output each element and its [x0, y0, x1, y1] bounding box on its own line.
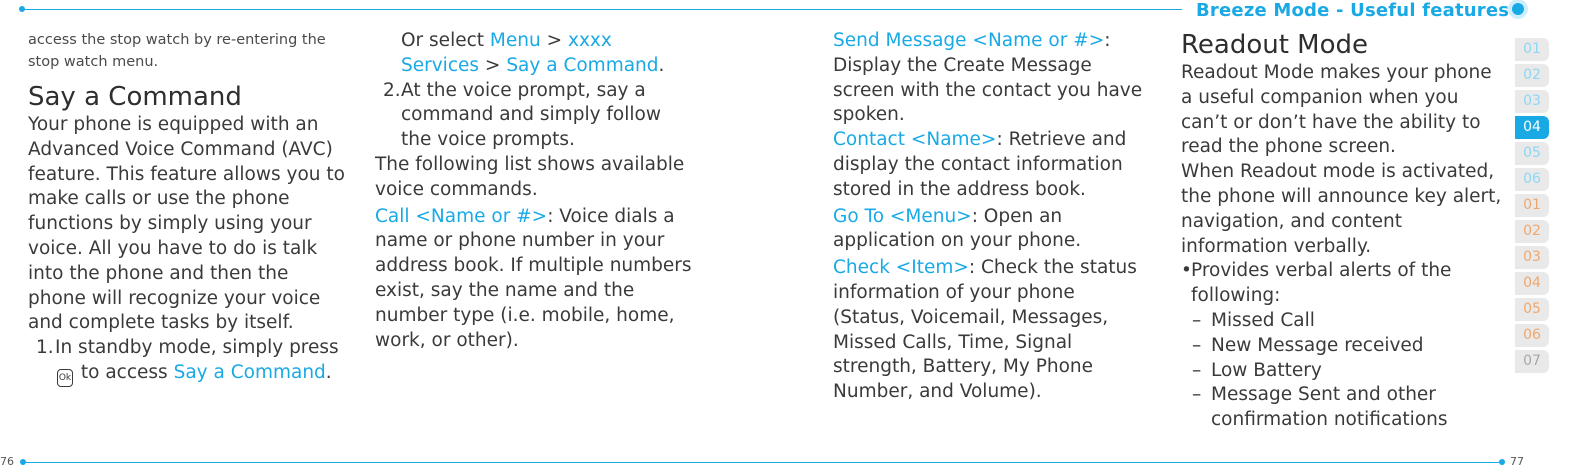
- menu-path-prefix: Or select: [401, 30, 485, 51]
- dash-mark: –: [1192, 334, 1202, 356]
- alerts-intro: Provides verbal alerts of the following:: [1191, 260, 1452, 307]
- menu-path-period: .: [658, 54, 665, 76]
- footer-rule: [22, 462, 1502, 463]
- alert-item: [1181, 334, 1503, 359]
- readout-activation: When Readout mode is activated, the phone will announce key alert, navigation, and content information verbally.: [1181, 161, 1502, 257]
- step-1-text: In standby mode, simply press: [55, 337, 339, 359]
- ok-key-icon: Ok: [57, 369, 73, 387]
- check-command: [833, 256, 1151, 405]
- alert-low-battery: Low Battery: [1211, 359, 1322, 381]
- column-4: [1181, 29, 1503, 433]
- goto-description: : Open an application on your phone.: [833, 205, 1082, 252]
- header-glow-dot: [1512, 3, 1524, 15]
- dash-mark: –: [1192, 384, 1202, 406]
- step-1-text-mid: to access: [80, 361, 168, 383]
- chapter-tab: 06: [1515, 168, 1549, 191]
- alerts-list: [1181, 259, 1503, 433]
- chapter-tab: 02: [1515, 220, 1549, 243]
- avc-description: Your phone is equipped with an Advanced Voice Command (AVC) feature. This feature allows you to make calls or use the phone functions by simply using your voice. All you have to do is talk into the phone and then the phone will recognize your voice and complete tasks by itself.: [28, 114, 345, 334]
- chapter-tab: 03: [1515, 90, 1549, 113]
- readout-description: Readout Mode makes your phone a useful companion when you can’t or don’t have the ability to read the phone screen.: [1181, 62, 1492, 158]
- chapter-tabs: [1515, 38, 1549, 376]
- header-rule: [22, 9, 1182, 10]
- steps-list-2: [375, 79, 693, 153]
- dash-mark: –: [1192, 359, 1202, 381]
- menu-path-separator-1: >: [546, 30, 563, 51]
- call-description: : Voice dials a name or phone number in your address book. If multiple numbers exist, say the name and the number type (i.e. mobile, home, work, or other).: [375, 205, 692, 351]
- call-term: Call <Name or #>: [375, 205, 548, 227]
- say-a-command-heading: Say a Command: [28, 82, 242, 112]
- alert-item: [1181, 359, 1503, 384]
- goto-command: [833, 205, 1151, 255]
- menu-term: Menu: [489, 30, 541, 51]
- step-1-number: 1.: [36, 337, 54, 359]
- chapter-tab: 01: [1515, 194, 1549, 217]
- send-message-command: [833, 29, 1151, 128]
- services-term: xxxx Services: [401, 30, 612, 76]
- chapter-tab: 06: [1515, 324, 1549, 347]
- contact-term: Contact <Name>: [833, 129, 997, 151]
- send-message-term: Send Message <Name or #>: [833, 30, 1105, 51]
- menu-path-separator-2: >: [484, 54, 501, 76]
- steps-list-1: [28, 336, 348, 387]
- column-3: [833, 29, 1151, 405]
- alert-item: [1181, 309, 1503, 334]
- send-message-description: : Display the Create Message screen with the contact you have spoken.: [833, 30, 1143, 126]
- alert-message-sent: Message Sent and other confirmation notifications: [1211, 384, 1448, 431]
- chapter-tab: 01: [1515, 38, 1549, 61]
- call-command: [375, 205, 693, 354]
- goto-term: Go To <Menu>: [833, 205, 972, 227]
- alert-item: [1181, 383, 1503, 433]
- say-a-command-term: Say a Command: [506, 54, 659, 76]
- column-1: [28, 29, 348, 387]
- say-a-command-link: Say a Command: [173, 361, 326, 383]
- step-1: [28, 336, 348, 387]
- chapter-tab: 02: [1515, 64, 1549, 87]
- column-2: [375, 29, 693, 353]
- step-2-text: At the voice prompt, say a command and simply follow the voice prompts.: [401, 79, 661, 151]
- left-page-number: 76: [0, 455, 14, 468]
- chapter-tab: 05: [1515, 142, 1549, 165]
- chapter-tab: 07: [1515, 350, 1549, 373]
- chapter-tab: 04: [1515, 272, 1549, 295]
- step-2: [375, 79, 693, 153]
- contact-description: : Retrieve and display the contact information stored in the address book.: [833, 129, 1127, 200]
- bullet-mark: •: [1181, 260, 1192, 282]
- right-page-number: 77: [1510, 455, 1524, 468]
- check-term: Check <Item>: [833, 257, 969, 279]
- commands-intro: The following list shows available voice commands.: [375, 153, 685, 200]
- alert-new-message: New Message received: [1211, 334, 1424, 356]
- readout-mode-heading: Readout Mode: [1181, 30, 1369, 60]
- contact-command: [833, 128, 1151, 202]
- intro-text: access the stop watch by re-entering the stop watch menu.: [28, 32, 326, 70]
- chapter-tab: 03: [1515, 246, 1549, 269]
- running-title: Breeze Mode - Useful features: [1196, 0, 1510, 21]
- footer-rule-dot-right: [1499, 459, 1505, 465]
- menu-path: [375, 29, 693, 79]
- alerts-bullet: [1181, 259, 1503, 309]
- dash-mark: –: [1192, 309, 1202, 331]
- check-description: : Check the status information of your phone (Status, Voicemail, Messages, Missed Calls, Time, Signal strength, Battery, My Phone Number, and Volume).: [833, 257, 1137, 403]
- step-1-period: .: [325, 361, 332, 383]
- alert-missed-call: Missed Call: [1211, 309, 1315, 331]
- chapter-tab: 04: [1515, 116, 1549, 139]
- step-2-number: 2.: [383, 79, 401, 101]
- chapter-tab: 05: [1515, 298, 1549, 321]
